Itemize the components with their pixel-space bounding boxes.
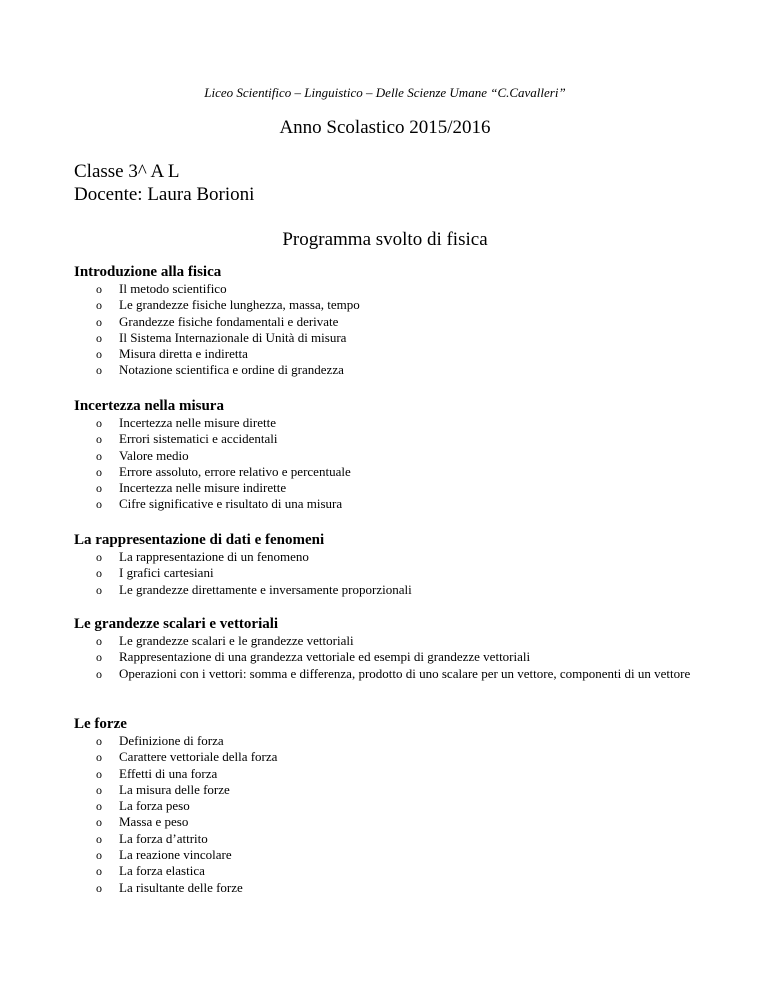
bullet-icon: o (96, 799, 102, 814)
section-heading: Le grandezze scalari e vettoriali (74, 616, 279, 632)
list-item: o Errori sistematici e accidentali (96, 431, 278, 447)
bullet-icon: o (96, 750, 102, 765)
bullet-icon: o (96, 782, 102, 797)
section-forze (74, 715, 696, 896)
section-list (74, 415, 696, 513)
bullet-icon: o (96, 666, 102, 681)
list-item: o Il metodo scientifico (96, 281, 227, 296)
list-item: o I grafici cartesiani (96, 565, 214, 581)
program-title: Programma svolto di fisica (282, 229, 488, 250)
list-item: o La risultante delle forze (96, 879, 243, 895)
list-item: o La misura delle forze (96, 781, 230, 797)
list-item: o Grandezze fisiche fondamentali e derivate (96, 313, 339, 329)
list-item: o Le grandezze direttamente e inversamente proporzionali (96, 581, 412, 597)
bullet-icon: o (96, 566, 102, 581)
bullet-icon: o (96, 650, 102, 665)
bullet-icon: o (96, 347, 102, 362)
bullet-icon: o (96, 582, 102, 597)
section-grandezze (74, 615, 696, 682)
section-heading: Incertezza nella misura (74, 398, 224, 414)
list-item: o Valore medio (96, 447, 189, 463)
teacher-label: Docente: Laura Borioni (74, 184, 255, 205)
list-item: o Notazione scientifica e ordine di grandezza (96, 362, 344, 378)
list-item: o Definizione di forza (96, 733, 224, 748)
list-item: o Carattere vettoriale della forza (96, 749, 278, 765)
bullet-icon: o (96, 432, 102, 447)
list-item: o Le grandezze scalari e le grandezze vettoriali (96, 633, 354, 648)
list-item: o Effetti di una forza (96, 765, 218, 781)
list-item: o Incertezza nelle misure indirette (96, 480, 287, 496)
list-item: o Il Sistema Internazionale di Unità di misura (96, 329, 347, 345)
section-list (74, 633, 696, 682)
section-list (74, 281, 696, 379)
class-label: Classe 3^ A L (74, 161, 180, 182)
section-heading: Le forze (74, 716, 127, 732)
bullet-icon: o (96, 766, 102, 781)
bullet-icon: o (96, 298, 102, 313)
section-introduzione (74, 263, 696, 379)
list-item: o La rappresentazione di un fenomeno (96, 549, 309, 564)
bullet-icon: o (96, 734, 102, 748)
list-item: o La forza peso (96, 798, 190, 814)
bullet-icon: o (96, 550, 102, 564)
list-item: o Incertezza nelle misure dirette (96, 415, 276, 430)
bullet-icon: o (96, 464, 102, 479)
list-item: o Cifre significative e risultato di una misura (96, 496, 343, 512)
list-item: o Massa e peso (96, 814, 189, 830)
list-item: o La forza elastica (96, 863, 205, 879)
bullet-icon: o (96, 634, 102, 648)
list-item: o Le grandezze fisiche lunghezza, massa, tempo (96, 297, 360, 313)
list-item: o La reazione vincolare (96, 847, 232, 863)
section-rappresentazione (74, 531, 696, 598)
list-item: o Rappresentazione di una grandezza vettoriale ed esempi di grandezze vettoriali (96, 649, 531, 665)
school-name: Liceo Scientifico – Linguistico – Delle Scienze Umane “C.Cavalleri” (204, 85, 566, 100)
list-item: o Misura diretta e indiretta (96, 346, 248, 362)
section-list (74, 549, 696, 598)
bullet-icon: o (96, 815, 102, 830)
bullet-icon: o (96, 416, 102, 430)
list-item: o La forza d’attrito (96, 830, 208, 846)
bullet-icon: o (96, 848, 102, 863)
section-heading: Introduzione alla fisica (74, 264, 222, 280)
bullet-icon: o (96, 864, 102, 879)
bullet-icon: o (96, 497, 102, 512)
list-item: o Operazioni con i vettori: somma e differenza, prodotto di uno scalare per un vettore, componenti di un vettore (96, 665, 691, 681)
bullet-icon: o (96, 831, 102, 846)
bullet-icon: o (96, 282, 102, 296)
list-item: o Errore assoluto, errore relativo e percentuale (96, 463, 351, 479)
bullet-icon: o (96, 363, 102, 378)
bullet-icon: o (96, 314, 102, 329)
bullet-icon: o (96, 448, 102, 463)
bullet-icon: o (96, 880, 102, 895)
section-heading: La rappresentazione di dati e fenomeni (74, 532, 325, 548)
class-teacher-block (74, 160, 254, 206)
section-list (74, 733, 696, 896)
section-incertezza (74, 397, 696, 513)
bullet-icon: o (96, 330, 102, 345)
bullet-icon: o (96, 481, 102, 496)
school-year: Anno Scolastico 2015/2016 (279, 117, 491, 138)
